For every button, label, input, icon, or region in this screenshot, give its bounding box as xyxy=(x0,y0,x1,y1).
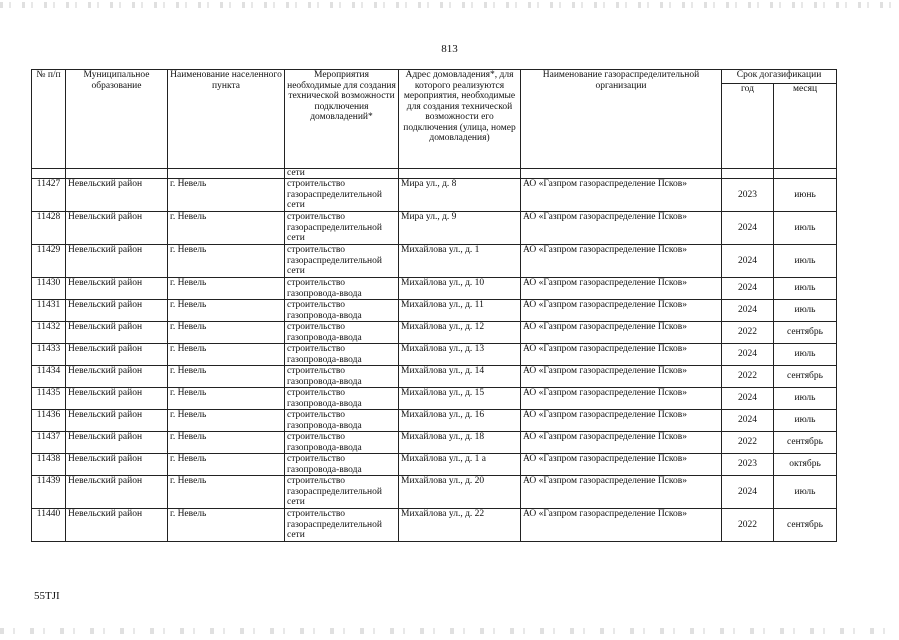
cell-month: июль xyxy=(774,278,837,300)
cell-year: 2024 xyxy=(722,410,774,432)
cell-address: Михайлова ул., д. 11 xyxy=(399,300,521,322)
scan-artifact-top xyxy=(0,2,899,8)
cell-address: Михайлова ул., д. 20 xyxy=(399,476,521,509)
cell-municipality: Невельский район xyxy=(66,388,168,410)
table-header-row xyxy=(32,70,837,84)
cell-municipality: Невельский район xyxy=(66,410,168,432)
cell-address: Михайлова ул., д. 10 xyxy=(399,278,521,300)
cell-year: 2022 xyxy=(722,509,774,542)
cell-num: 11436 xyxy=(32,410,66,432)
cell-municipality: Невельский район xyxy=(66,344,168,366)
cell-month: июль xyxy=(774,212,837,245)
cell-measure: строительство газораспределительной сети xyxy=(285,212,399,245)
cell-municipality: Невельский район xyxy=(66,278,168,300)
cell-address: Михайлова ул., д. 14 xyxy=(399,366,521,388)
cell-municipality: Невельский район xyxy=(66,245,168,278)
cell-num: 11428 xyxy=(32,212,66,245)
cell-settlement: г. Невель xyxy=(168,322,285,344)
table-row xyxy=(32,388,837,410)
cell-year: 2024 xyxy=(722,278,774,300)
cell-year: 2024 xyxy=(722,388,774,410)
cell-year: 2024 xyxy=(722,476,774,509)
cell-address: Михайлова ул., д. 15 xyxy=(399,388,521,410)
table-body xyxy=(32,169,837,542)
cell-month: июль xyxy=(774,344,837,366)
cell-settlement: г. Невель xyxy=(168,278,285,300)
cell-address: Михайлова ул., д. 12 xyxy=(399,322,521,344)
table-row xyxy=(32,410,837,432)
table-row xyxy=(32,476,837,509)
cell-month: июль xyxy=(774,388,837,410)
table-row xyxy=(32,278,837,300)
cell-measure: строительство газопровода-ввода xyxy=(285,344,399,366)
cell-measure: строительство газораспределительной сети xyxy=(285,179,399,212)
cell-num: 11434 xyxy=(32,366,66,388)
footer-code: 55TJI xyxy=(34,590,60,602)
header-measures: Мероприятия необходимые для создания технической возможности подключения домовладений* xyxy=(285,70,399,169)
continuation-text: сети xyxy=(285,169,399,179)
cell-settlement: г. Невель xyxy=(168,388,285,410)
cell-year: 2022 xyxy=(722,432,774,454)
cell-month: сентябрь xyxy=(774,432,837,454)
page-number: 813 xyxy=(441,43,458,55)
cell-year: 2024 xyxy=(722,245,774,278)
cell-month: июль xyxy=(774,300,837,322)
cell-month: сентябрь xyxy=(774,366,837,388)
cell-settlement: г. Невель xyxy=(168,300,285,322)
cell-num: 11433 xyxy=(32,344,66,366)
cell-measure: строительство газопровода-ввода xyxy=(285,432,399,454)
cell-month: июнь xyxy=(774,179,837,212)
cell-organization: АО «Газпром газораспределение Псков» xyxy=(521,179,722,212)
cell-organization: АО «Газпром газораспределение Псков» xyxy=(521,322,722,344)
cell-address: Михайлова ул., д. 16 xyxy=(399,410,521,432)
cell-municipality: Невельский район xyxy=(66,300,168,322)
cell-measure: строительство газопровода-ввода xyxy=(285,322,399,344)
cell-num: 11435 xyxy=(32,388,66,410)
cell-organization: АО «Газпром газораспределение Псков» xyxy=(521,245,722,278)
cell-num: 11440 xyxy=(32,509,66,542)
cell-measure: строительство газораспределительной сети xyxy=(285,476,399,509)
cell-municipality: Невельский район xyxy=(66,432,168,454)
cell-num: 11438 xyxy=(32,454,66,476)
cell-address: Мира ул., д. 9 xyxy=(399,212,521,245)
cell-num: 11432 xyxy=(32,322,66,344)
gasification-table xyxy=(31,69,837,542)
cell-organization: АО «Газпром газораспределение Псков» xyxy=(521,344,722,366)
cell-organization: АО «Газпром газораспределение Псков» xyxy=(521,454,722,476)
cell-municipality: Невельский район xyxy=(66,454,168,476)
cell-address: Михайлова ул., д. 13 xyxy=(399,344,521,366)
header-year: год xyxy=(722,84,774,169)
cell-num: 11439 xyxy=(32,476,66,509)
table-row xyxy=(32,509,837,542)
cell-measure: строительство газопровода-ввода xyxy=(285,454,399,476)
cell-month: июль xyxy=(774,476,837,509)
cell-num: 11429 xyxy=(32,245,66,278)
cell-measure: строительство газопровода-ввода xyxy=(285,388,399,410)
cell-settlement: г. Невель xyxy=(168,245,285,278)
cell-organization: АО «Газпром газораспределение Псков» xyxy=(521,212,722,245)
cell-municipality: Невельский район xyxy=(66,476,168,509)
table-row xyxy=(32,322,837,344)
cell-measure: строительство газопровода-ввода xyxy=(285,410,399,432)
header-municipality: Муниципальное образование xyxy=(66,70,168,169)
header-month: месяц xyxy=(774,84,837,169)
cell-settlement: г. Невель xyxy=(168,476,285,509)
table-row xyxy=(32,300,837,322)
cell-measure: строительство газопровода-ввода xyxy=(285,278,399,300)
cell-settlement: г. Невель xyxy=(168,410,285,432)
header-address: Адрес домовладения*, для которого реализуются мероприятия, необходимые для создания технической возможности его подключения (улица, номер домовладения) xyxy=(399,70,521,169)
header-deadline: Срок догазификации xyxy=(722,70,837,84)
table-row xyxy=(32,366,837,388)
cell-organization: АО «Газпром газораспределение Псков» xyxy=(521,388,722,410)
cell-settlement: г. Невель xyxy=(168,366,285,388)
table-row xyxy=(32,179,837,212)
cell-address: Михайлова ул., д. 1 xyxy=(399,245,521,278)
table-row xyxy=(32,212,837,245)
cell-year: 2023 xyxy=(722,179,774,212)
cell-settlement: г. Невель xyxy=(168,432,285,454)
cell-month: октябрь xyxy=(774,454,837,476)
table-row xyxy=(32,454,837,476)
cell-settlement: г. Невель xyxy=(168,344,285,366)
cell-organization: АО «Газпром газораспределение Псков» xyxy=(521,476,722,509)
header-num: № п/п xyxy=(32,70,66,169)
cell-month: июль xyxy=(774,410,837,432)
header-organization: Наименование газораспределительной организации xyxy=(521,70,722,169)
cell-year: 2024 xyxy=(722,344,774,366)
cell-month: июль xyxy=(774,245,837,278)
cell-num: 11437 xyxy=(32,432,66,454)
continuation-row xyxy=(32,169,837,179)
cell-year: 2024 xyxy=(722,212,774,245)
cell-organization: АО «Газпром газораспределение Псков» xyxy=(521,432,722,454)
cell-measure: строительство газопровода-ввода xyxy=(285,366,399,388)
cell-municipality: Невельский район xyxy=(66,212,168,245)
cell-organization: АО «Газпром газораспределение Псков» xyxy=(521,366,722,388)
cell-municipality: Невельский район xyxy=(66,366,168,388)
cell-num: 11427 xyxy=(32,179,66,212)
cell-organization: АО «Газпром газораспределение Псков» xyxy=(521,410,722,432)
table-row xyxy=(32,432,837,454)
cell-address: Михайлова ул., д. 22 xyxy=(399,509,521,542)
cell-organization: АО «Газпром газораспределение Псков» xyxy=(521,278,722,300)
cell-settlement: г. Невель xyxy=(168,454,285,476)
table-row xyxy=(32,245,837,278)
cell-municipality: Невельский район xyxy=(66,509,168,542)
cell-measure: строительство газораспределительной сети xyxy=(285,245,399,278)
cell-num: 11431 xyxy=(32,300,66,322)
cell-municipality: Невельский район xyxy=(66,179,168,212)
cell-num: 11430 xyxy=(32,278,66,300)
cell-measure: строительство газораспределительной сети xyxy=(285,509,399,542)
cell-month: сентябрь xyxy=(774,509,837,542)
table-row xyxy=(32,344,837,366)
header-settlement: Наименование населенного пункта xyxy=(168,70,285,169)
cell-settlement: г. Невель xyxy=(168,212,285,245)
cell-address: Михайлова ул., д. 1 а xyxy=(399,454,521,476)
cell-measure: строительство газопровода-ввода xyxy=(285,300,399,322)
cell-municipality: Невельский район xyxy=(66,322,168,344)
cell-year: 2023 xyxy=(722,454,774,476)
cell-address: Михайлова ул., д. 18 xyxy=(399,432,521,454)
scan-artifact-bottom xyxy=(0,628,899,634)
cell-address: Мира ул., д. 8 xyxy=(399,179,521,212)
cell-settlement: г. Невель xyxy=(168,509,285,542)
cell-organization: АО «Газпром газораспределение Псков» xyxy=(521,300,722,322)
cell-year: 2022 xyxy=(722,366,774,388)
cell-organization: АО «Газпром газораспределение Псков» xyxy=(521,509,722,542)
cell-year: 2024 xyxy=(722,300,774,322)
cell-year: 2022 xyxy=(722,322,774,344)
cell-month: сентябрь xyxy=(774,322,837,344)
cell-settlement: г. Невель xyxy=(168,179,285,212)
